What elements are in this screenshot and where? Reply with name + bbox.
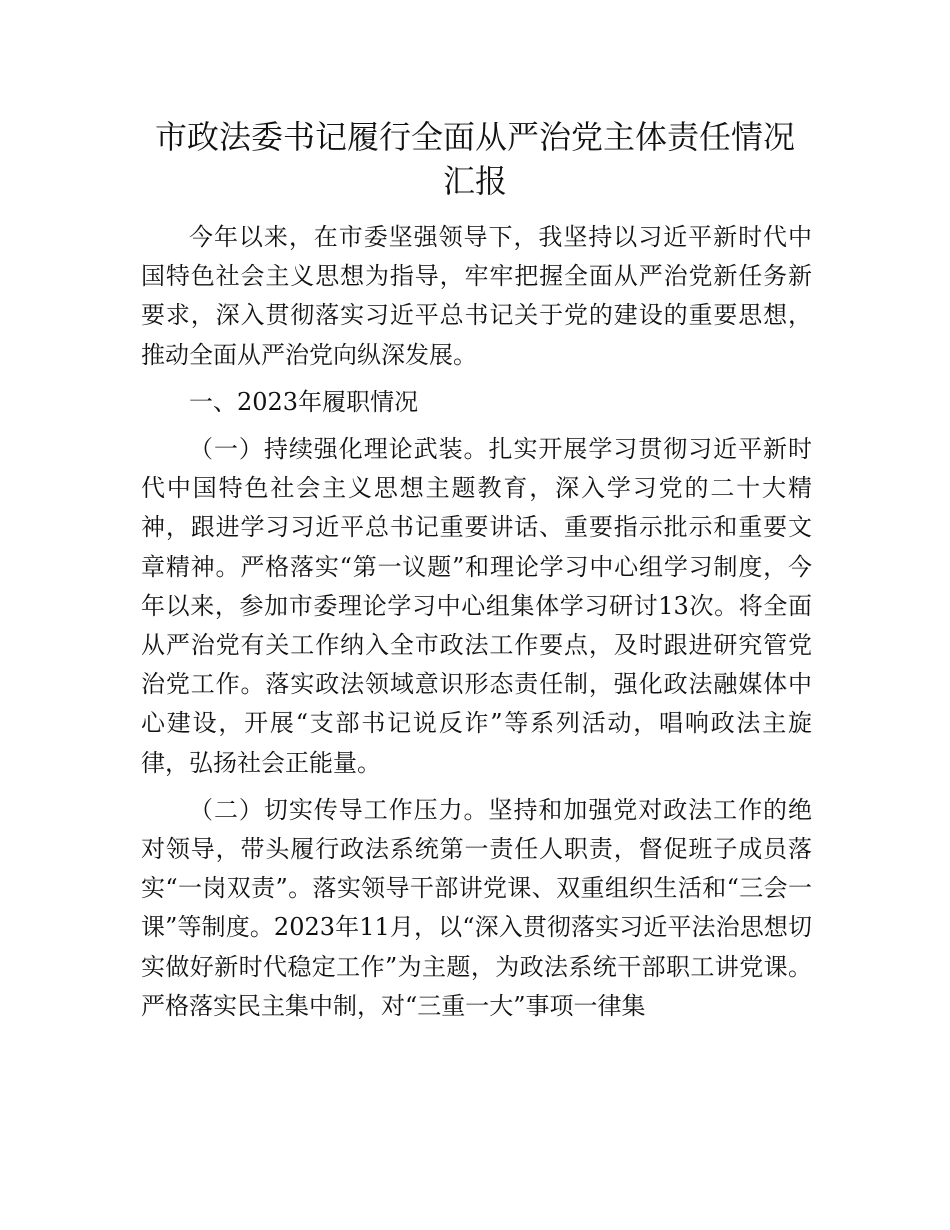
document-body xyxy=(141,218,812,1026)
paragraph-gap xyxy=(141,375,812,383)
paragraph-gap xyxy=(141,783,812,791)
section-heading: 一、2023年履职情况 xyxy=(189,387,419,416)
item-paragraph-1: （一）持续强化理论武装。扎实开展学习贯彻习近平新时代中国特色社会主义思想主题教育，深入学习党的二十大精神，跟进学习习近平总书记重要讲话、重要指示批示和重要文章精神。严格落实“第一议题”和理论学习中心组学习制度，今年以来，参加市委理论学习中心组集体学习研讨13次。将全面从严治党有关工作纳入全市政法工作要点，及时跟进研究管党治党工作。落实政法领域意识形态责任制，强化政法融媒体中心建设，开展“支部书记说反诈”等系列活动，唱响政法主旋律，弘扬社会正能量。 xyxy=(141,435,812,777)
paragraph-gap xyxy=(141,422,812,430)
document-title-line1: 市政法委书记履行全面从严治党主体责任情况 xyxy=(154,118,795,156)
document-title-line2: 汇报 xyxy=(442,162,507,200)
item-paragraph-2: （二）切实传导工作压力。坚持和加强党对政法工作的绝对领导，带头履行政法系统第一责任人职责，督促班子成员落实“一岗双责”。落实领导干部讲党课、双重组织生活和“三会一课”等制度。2023年11月，以“深入贯彻落实习近平法治思想切实做好新时代稳定工作”为主题，为政法系统干部职工讲党课。严格落实民主集中制，对“三重一大”事项一律集 xyxy=(141,795,812,1020)
intro-paragraph: 今年以来，在市委坚强领导下，我坚持以习近平新时代中国特色社会主义思想为指导，牢牢把握全面从严治党新任务新要求，深入贯彻落实习近平总书记关于党的建设的重要思想，推动全面从严治党向纵深发展。 xyxy=(141,223,812,369)
